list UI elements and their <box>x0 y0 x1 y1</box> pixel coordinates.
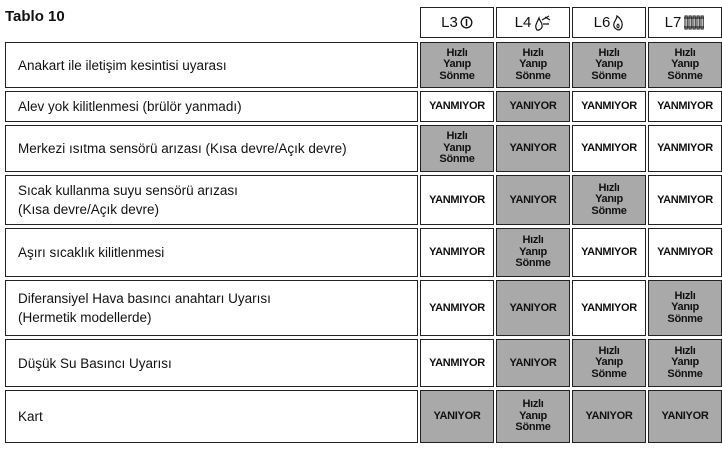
description-line: Düşük Su Basıncı Uyarısı <box>18 355 172 371</box>
status-text: YANIYOR <box>585 410 633 422</box>
row-description <box>5 125 418 172</box>
row-description <box>5 91 418 122</box>
status-cell <box>420 339 494 387</box>
status-text: Yanıp <box>671 356 699 369</box>
status-text: Yanıp <box>443 58 471 71</box>
column-header-l7 <box>648 7 722 38</box>
power-icon <box>458 16 473 29</box>
status-text: Hızlı <box>674 46 696 59</box>
status-text: Yanıp <box>671 301 699 314</box>
status-cell <box>496 228 570 277</box>
status-text: YANMIYOR <box>657 100 713 112</box>
status-text: Hızlı <box>598 46 620 59</box>
status-cell <box>572 228 646 277</box>
status-cell <box>648 42 722 88</box>
status-text: YANMIYOR <box>429 193 485 206</box>
status-text: Hızlı <box>598 344 620 357</box>
status-text: Yanıp <box>595 193 623 206</box>
status-cell <box>496 390 570 443</box>
status-text: Hızlı <box>446 46 468 59</box>
status-text: Sönme <box>667 367 703 380</box>
status-cell <box>420 42 494 88</box>
status-text: YANIYOR <box>661 410 709 422</box>
status-text: YANMIYOR <box>429 301 485 314</box>
status-text: Sönme <box>515 69 551 82</box>
status-cell <box>496 339 570 387</box>
column-label: L7 <box>664 14 682 31</box>
status-cell <box>420 228 494 277</box>
status-text: YANMIYOR <box>581 301 637 314</box>
status-cell <box>648 339 722 387</box>
status-text: YANIYOR <box>433 410 481 422</box>
description-line: Alev yok kilitlenmesi (brülör yanmadı) <box>18 99 242 114</box>
status-text: Hızlı <box>522 46 544 59</box>
status-cell <box>420 125 494 172</box>
status-text: YANMIYOR <box>581 100 637 112</box>
row-description <box>5 175 418 225</box>
status-cell <box>496 175 570 225</box>
status-text: Hızlı <box>598 181 620 194</box>
description-line: Diferansiyel Hava basıncı anahtarı Uyarısı <box>18 291 271 306</box>
flame-tap-icon <box>531 15 551 31</box>
status-text: Yanıp <box>595 356 623 369</box>
status-text: YANMIYOR <box>657 142 713 154</box>
row-description <box>5 339 418 387</box>
status-text: YANIYOR <box>509 100 557 112</box>
status-text: Hızlı <box>522 234 544 247</box>
radiator-icon <box>681 15 705 30</box>
status-text: YANIYOR <box>509 356 557 369</box>
status-text: Sönme <box>667 69 703 82</box>
status-text: Yanıp <box>519 245 547 258</box>
column-label: L3 <box>441 14 458 31</box>
status-text: YANIYOR <box>509 142 557 154</box>
status-text: YANMIYOR <box>429 356 485 369</box>
status-cell <box>572 339 646 387</box>
status-text: Sönme <box>439 153 475 166</box>
description-line: (Hermetik modellerde) <box>18 310 152 325</box>
status-text: Yanıp <box>519 409 547 422</box>
status-text: Sönme <box>515 421 551 434</box>
status-cell <box>572 175 646 225</box>
status-cell <box>496 125 570 172</box>
status-text: Yanıp <box>443 141 471 154</box>
row-description <box>5 228 418 277</box>
description-line: Sıcak kullanma suyu sensörü arızası <box>18 183 238 198</box>
status-cell <box>572 91 646 122</box>
status-text: Hızlı <box>446 130 468 143</box>
status-text: Sönme <box>591 69 627 82</box>
status-cell <box>572 42 646 88</box>
status-cell <box>648 390 722 443</box>
status-cell <box>496 91 570 122</box>
status-text: Yanıp <box>671 58 699 71</box>
column-label: L4 <box>514 14 532 31</box>
status-cell <box>648 228 722 277</box>
status-text: YANMIYOR <box>657 246 713 258</box>
status-cell <box>572 390 646 443</box>
status-cell <box>420 280 494 336</box>
status-text: Sönme <box>591 204 627 217</box>
row-description <box>5 390 418 443</box>
status-text: YANMIYOR <box>657 193 713 206</box>
column-header-l4 <box>496 7 570 38</box>
row-description <box>5 280 418 336</box>
status-cell <box>420 390 494 443</box>
status-text: Hızlı <box>674 344 696 357</box>
status-text: YANMIYOR <box>581 246 637 258</box>
description-line: Merkezi ısıtma sensörü arızası (Kısa devre/Açık devre) <box>18 141 347 156</box>
column-header-l3 <box>420 7 494 38</box>
status-text: Yanıp <box>595 58 623 71</box>
description-line: Anakart ile iletişim kesintisi uyarası <box>18 57 227 73</box>
status-text: YANMIYOR <box>581 142 637 154</box>
status-cell <box>648 175 722 225</box>
column-header-l6 <box>572 7 646 38</box>
table-title: Tablo 10 <box>5 8 65 25</box>
row-description <box>5 42 418 88</box>
status-text: YANIYOR <box>509 193 557 206</box>
description-line: Kart <box>18 409 43 424</box>
status-text: Yanıp <box>519 58 547 71</box>
status-cell <box>648 125 722 172</box>
status-cell <box>496 280 570 336</box>
status-cell <box>648 91 722 122</box>
status-text: Hızlı <box>522 398 544 411</box>
status-cell <box>496 42 570 88</box>
flame-icon <box>610 15 624 31</box>
status-text: Hızlı <box>674 289 696 302</box>
status-cell <box>420 91 494 122</box>
status-text: Sönme <box>667 312 703 325</box>
status-text: YANIYOR <box>509 301 557 314</box>
status-text: Sönme <box>515 257 551 270</box>
status-text: YANMIYOR <box>429 100 485 112</box>
status-text: Sönme <box>591 367 627 380</box>
status-cell <box>420 175 494 225</box>
status-cell <box>648 280 722 336</box>
status-cell <box>572 125 646 172</box>
status-text: YANMIYOR <box>429 246 485 258</box>
column-label: L6 <box>593 14 611 31</box>
status-text: Sönme <box>439 69 475 82</box>
description-line: (Kısa devre/Açık devre) <box>18 202 160 217</box>
status-cell <box>572 280 646 336</box>
description-line: Aşırı sıcaklık kilitlenmesi <box>18 245 165 260</box>
